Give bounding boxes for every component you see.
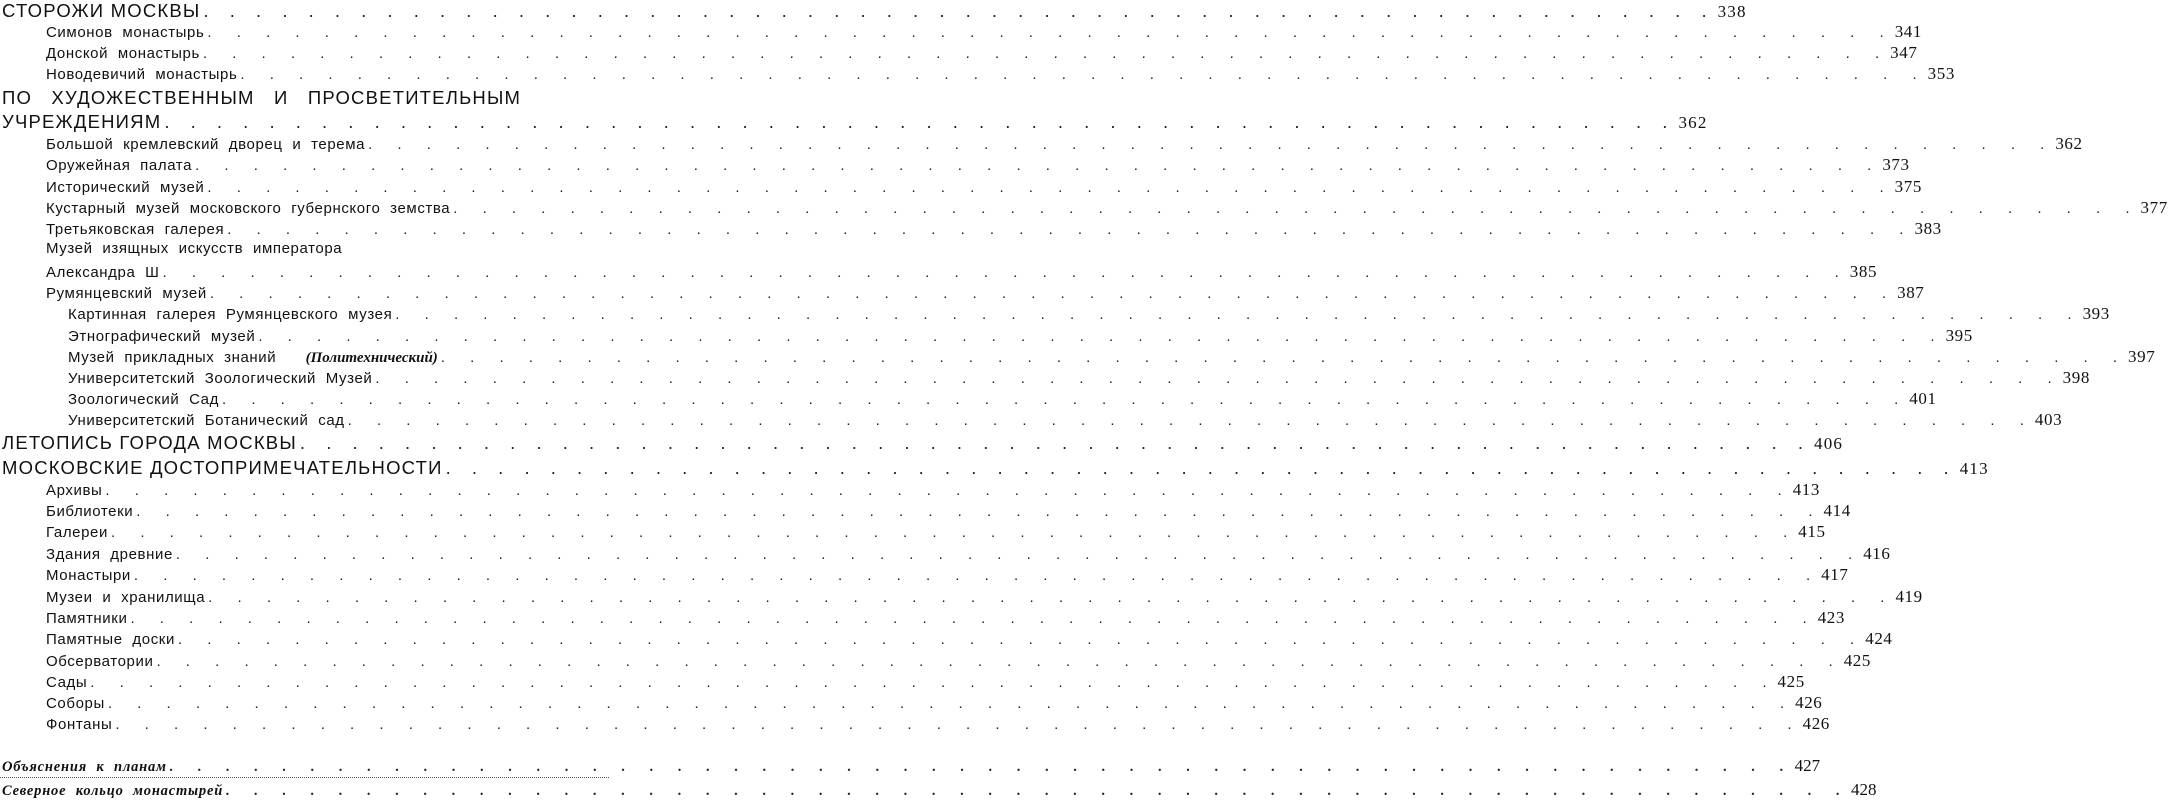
toc-entry-page: 377 xyxy=(2140,198,2168,217)
toc-entry xyxy=(46,240,601,257)
toc-entry-title: Исторический музей xyxy=(46,179,205,196)
toc-entry xyxy=(46,64,1955,84)
toc-entry-title: Кустарный музей московского губернского земства xyxy=(46,200,451,217)
toc-entry-title: Северное кольцо монастырей xyxy=(2,783,224,799)
toc-entry xyxy=(46,134,2083,154)
toc-entry xyxy=(46,155,1910,175)
toc-entry xyxy=(46,672,1805,692)
toc-entry xyxy=(46,262,1878,282)
toc-entry-sub xyxy=(68,347,2156,367)
toc-entry-sub xyxy=(68,389,1937,409)
toc-entry xyxy=(46,693,1823,713)
toc-entry-title: Новодевичий монастырь xyxy=(46,66,238,83)
toc-entry-page: 416 xyxy=(1863,544,1891,563)
toc-entry-page: 353 xyxy=(1927,64,1955,83)
toc-entry-title: ПО ХУДОЖЕСТВЕННЫМ И ПРОСВЕТИТЕЛЬНЫМ xyxy=(2,87,522,108)
toc-entry-page: 425 xyxy=(1777,672,1805,691)
toc-entry-title: Оружейная палата xyxy=(46,157,193,174)
toc-entry-section xyxy=(2,0,1747,22)
toc-entry-sub xyxy=(68,326,1973,346)
toc-entry-section xyxy=(2,111,1708,133)
toc-entry-title: Сады xyxy=(46,674,88,691)
dot-leader: . . . . . . . . . . . . . . . . . . . . . . . . . . . . . . . . . . . . . . . . . . . . . . . . . . . . . . . . . . xyxy=(175,546,1861,563)
toc-entry-page: 413 xyxy=(1959,459,1989,478)
toc-entry-page: 426 xyxy=(1802,714,1830,733)
toc-entry-section xyxy=(2,432,1844,454)
dot-leader: . . . . . . . . . . . . . . . . . . . . . . . . . . . . . . . . . . . . . . . . . . . . . . . . . . . . . . . . . . xyxy=(440,349,2126,366)
toc-entry xyxy=(46,608,1846,628)
toc-entry-sub xyxy=(68,410,2063,430)
toc-entry-page: 428 xyxy=(1850,780,1877,799)
toc-entry-page: 425 xyxy=(1843,651,1872,670)
toc-entry-title: МОСКОВСКИЕ ДОСТОПРИМЕЧАТЕЛЬНОСТИ xyxy=(2,457,443,478)
toc-entry-page: 362 xyxy=(1678,113,1708,132)
dot-leader: . . . . . . . . . . . . . . . . . . . . . . . . . . . . . . . . . . . . . . . . . . . . . . . . . . . . . . . . . . xyxy=(107,695,1793,712)
toc-entry-page: 375 xyxy=(1894,177,1922,196)
dot-leader: . . . . . . . . . . . . . . . . . . . . . . . . . . . . . . . . . . . . . . . . . . . . . . . . . . . . . . . . . . xyxy=(110,524,1796,541)
dot-leader: . . . . . . . . . . . . . . . . . . . . . . . . . . . . . . . . . . . . . . . . . . . . . . . . . . . . . . . . . . xyxy=(162,264,1847,281)
dot-leader: . . . . . . . . . . . . . . . . . . . . . . . . . . . . . . . . . . . . . . . . . . . . . . . . . . . . . . . . . . xyxy=(226,783,1848,799)
toc-entry-page: 426 xyxy=(1795,693,1823,712)
dot-leader: . . . . . . . . . . . . . . . . . . . . . . . . . . . . . . . . . . . . . . . . . . . . . . . . . . . . . . . . . . xyxy=(177,631,1863,648)
toc-entry-title: Третьяковская галерея xyxy=(46,221,225,238)
toc-entry xyxy=(46,22,1922,42)
toc-entry-page: 414 xyxy=(1823,501,1851,520)
toc-entry-title: Объяснения к планам xyxy=(2,759,167,775)
dot-leader: . . . . . . . . . . . . . . . . . . . . . . . . . . . . . . . . . . . . . . . . . . . . . . . . . . . . . . . . . . xyxy=(130,610,1815,627)
toc-entry-page: 362 xyxy=(2055,134,2083,153)
dot-leader: . . . . . . . . . . . . . . . . . . . . . . . . . . . . . . . . . . . . . . . . . . . . . . . . . . . . . . . . . . xyxy=(299,432,1812,453)
toc-entry xyxy=(46,714,1830,734)
toc-entry-title: Университетский Зоологический Музей xyxy=(68,370,373,387)
toc-entry-title: Зоологический Сад xyxy=(68,391,219,408)
dot-leader: . . . . . . . . . . . . . . . . . . . . . . . . . . . . . . . . . . . . . . . . . . . . . . . . . . . . . . . . . . xyxy=(136,503,1821,520)
toc-entry-title: Здания древние xyxy=(46,546,173,563)
dot-leader: . . . . . . . . . . . . . . . . . . . . . . . . . . . . . . . . . . . . . . . . . . . . . . . . . . . . . . . . . . xyxy=(209,285,1895,302)
toc-entry-page: 424 xyxy=(1865,629,1893,648)
dot-leader: . . . . . . . . . . . . . . . . . . . . . . . . . . . . . . . . . . . . . . . . . . . . . . . . . . . . . . . . . . xyxy=(227,221,1912,238)
dot-leader: . . . . . . . . . . . . . . . . . . . . . . . . . . . . . . . . . . . . . . . . . . . . . . . . . . . . . . . . . . xyxy=(208,589,1893,606)
toc-entry-title: Этнографический музей xyxy=(68,328,256,345)
toc-entry-page: 338 xyxy=(1717,2,1747,21)
toc-entry-title: Картинная галерея Румянцевского музея xyxy=(68,306,393,323)
toc-entry-title: Румянцевский музей xyxy=(46,285,207,302)
toc-entry-title: СТОРОЖИ МОСКВЫ xyxy=(2,0,201,21)
toc-entry-title: Большой кремлевский дворец и терема xyxy=(46,136,366,153)
dot-leader: . . . . . . . . . . . . . . . . . . . . . . . . . . . . . . . . . . . . . . . . . . . . . . . . . . . . . . . . . . xyxy=(258,328,1943,345)
toc-entry-title: Монастыри xyxy=(46,567,131,584)
toc-entry-title: Памятные доски xyxy=(46,631,175,648)
dot-leader: . . . . . . . . . . . . . . . . . . . . . . . . . . . . . . . . . . . . . . . . . . . . . . . . . . . . . . . . . . xyxy=(133,567,1819,584)
toc-entry-page: 373 xyxy=(1882,155,1910,174)
toc-entry-page: 423 xyxy=(1817,608,1846,627)
toc-entry-title: Донской монастырь xyxy=(46,45,200,62)
toc-entry-page: 398 xyxy=(2062,368,2090,387)
toc-entry-page: 341 xyxy=(1894,22,1922,41)
toc-entry-title: Александра Ш xyxy=(46,264,160,281)
toc-entry-page: 347 xyxy=(1890,43,1918,62)
toc-entry xyxy=(46,501,1851,521)
dot-leader: . . . . . . . . . . . . . . . . . . . . . . . . . . . . . . . . . . . . . . . . . . . . . . . . . . . . . . . . . . xyxy=(203,0,1715,21)
toc-entry-page: 401 xyxy=(1909,389,1937,408)
separator-rule xyxy=(0,777,609,778)
toc-entry-appendix xyxy=(2,756,1821,776)
toc-entry-title: Памятники xyxy=(46,610,128,627)
toc-entry-page: 413 xyxy=(1792,480,1820,499)
dot-leader: . . . . . . . . . . . . . . . . . . . . . . . . . . . . . . . . . . . . . . . . . . . . . . . . . . . . . . . . . . xyxy=(195,157,1880,174)
toc-entry-title: УЧРЕЖДЕНИЯМ xyxy=(2,111,162,132)
toc-entry xyxy=(46,219,1942,239)
dot-leader: . . . . . . . . . . . . . . . . . . . . . . . . . . . . . . . . . . . . . . . . . . . . . . . . . . . . . . . . . . xyxy=(105,482,1790,499)
dot-leader: . . . . . . . . . . . . . . . . . . . . . . . . . . . . . . . . . . . . . . . . . . . . . . . . . . . . . . . . . . xyxy=(169,759,1792,775)
toc-entry-page: 393 xyxy=(2082,304,2110,323)
toc-entry-page: 403 xyxy=(2034,410,2063,429)
toc-entry xyxy=(46,544,1891,564)
dot-leader: . . . . . . . . . . . . . . . . . . . . . . . . . . . . . . . . . . . . . . . . . . . . . . . . . . . . . . . . . . xyxy=(221,391,1907,408)
toc-entry-title: Музей изящных искусств императора xyxy=(46,240,343,257)
toc-entry xyxy=(46,43,1918,63)
dot-leader: . . . . . . . . . . . . . . . . . . . . . . . . . . . . . . . . . . . . . . . . . . . . . . . . . . . . . . . . . . xyxy=(115,716,1800,733)
toc-entry xyxy=(46,177,1922,197)
toc-entry-appendix xyxy=(2,780,1877,800)
toc-entry-title: Галереи xyxy=(46,524,108,541)
dot-leader: . . . . . . . . . . . . . . . . . . . . . . . . . . . . . . . . . . . . . . . . . . . . . . . . . . . . . . . . . . xyxy=(90,674,1775,691)
toc-entry-title: Фонтаны xyxy=(46,716,113,733)
toc-entry-page: 383 xyxy=(1914,219,1942,238)
toc-entry-page: 427 xyxy=(1794,756,1821,775)
toc-entry-title: Архивы xyxy=(46,482,103,499)
toc-entry-title-note: (Политехнический) xyxy=(305,350,438,366)
dot-leader: . . . . . . . . . . . . . . . . . . . . . . . . . . . . . . . . . . . . . . . . . . . . . . . . . . . . . . . . . . xyxy=(445,457,1957,478)
toc-entry xyxy=(46,587,1923,607)
toc-entry-page: 387 xyxy=(1897,283,1925,302)
dot-leader: . . . . . . . . . . . . . . . . . . . . . . . . . . . . . . . . . . . . . . . . . . . . . . . . . . . . . . . . . . xyxy=(240,66,1925,83)
toc-entry-page: 406 xyxy=(1814,434,1844,453)
dot-leader: . . . . . . . . . . . . . . . . . . . . . . . . . . . . . . . . . . . . . . . . . . . . . . . . . . . . . . . . . . xyxy=(207,179,1892,196)
toc-entry-title: Соборы xyxy=(46,695,105,712)
toc-entry-page: 417 xyxy=(1821,565,1849,584)
toc-entry-section xyxy=(2,457,1989,479)
toc-entry-title: Музей прикладных знаний xyxy=(68,349,277,366)
toc-entry-page: 415 xyxy=(1798,522,1826,541)
toc-entry xyxy=(46,629,1893,649)
toc-entry-page: 397 xyxy=(2128,347,2156,366)
toc-entry-title: Музеи и хранилища xyxy=(46,589,206,606)
dot-leader: . . . . . . . . . . . . . . . . . . . . . . . . . . . . . . . . . . . . . . . . . . . . . . . . . . . . . . . . . . xyxy=(164,111,1676,132)
toc-entry-page: 395 xyxy=(1945,326,1973,345)
dot-leader: . . . . . . . . . . . . . . . . . . . . . . . . . . . . . . . . . . . . . . . . . . . . . . . . . . . . . . . . . . xyxy=(368,136,2053,153)
toc-entry-page: 385 xyxy=(1849,262,1878,281)
toc-entry xyxy=(46,283,1925,303)
toc-entry-sub xyxy=(68,368,2090,388)
dot-leader: . . . . . . . . . . . . . . . . . . . . . . . . . . . . . . . . . . . . . . . . . . . . . . . . . . . . . . . . . . xyxy=(375,370,2060,387)
toc-entry xyxy=(46,651,1872,671)
toc-entry-section xyxy=(2,87,601,109)
toc-entry-sub xyxy=(68,304,2110,324)
dot-leader: . . . . . . . . . . . . . . . . . . . . . . . . . . . . . . . . . . . . . . . . . . . . . . . . . . . . . . . . . . xyxy=(347,412,2032,429)
dot-leader: . . . . . . . . . . . . . . . . . . . . . . . . . . . . . . . . . . . . . . . . . . . . . . . . . . . . . . . . . . xyxy=(395,306,2080,323)
dot-leader: . . . . . . . . . . . . . . . . . . . . . . . . . . . . . . . . . . . . . . . . . . . . . . . . . . . . . . . . . . xyxy=(202,45,1888,62)
toc-entry xyxy=(46,565,1849,585)
toc-entry-title: Библиотеки xyxy=(46,503,134,520)
dot-leader: . . . . . . . . . . . . . . . . . . . . . . . . . . . . . . . . . . . . . . . . . . . . . . . . . . . . . . . . . . xyxy=(453,200,2138,217)
toc-entry xyxy=(46,198,2168,218)
toc-entry-page: 419 xyxy=(1895,587,1923,606)
toc-entry xyxy=(46,480,1820,500)
toc-entry xyxy=(46,522,1826,542)
toc-entry-title: Симонов монастырь xyxy=(46,24,205,41)
toc-entry-title: Обсерватории xyxy=(46,653,154,670)
dot-leader: . . . . . . . . . . . . . . . . . . . . . . . . . . . . . . . . . . . . . . . . . . . . . . . . . . . . . . . . . . xyxy=(156,653,1841,670)
toc-entry-title: ЛЕТОПИСЬ ГОРОДА МОСКВЫ xyxy=(2,432,297,453)
dot-leader: . . . . . . . . . . . . . . . . . . . . . . . . . . . . . . . . . . . . . . . . . . . . . . . . . . . . . . . . . . xyxy=(207,24,1892,41)
toc-entry-title: Университетский Ботанический сад xyxy=(68,412,345,429)
